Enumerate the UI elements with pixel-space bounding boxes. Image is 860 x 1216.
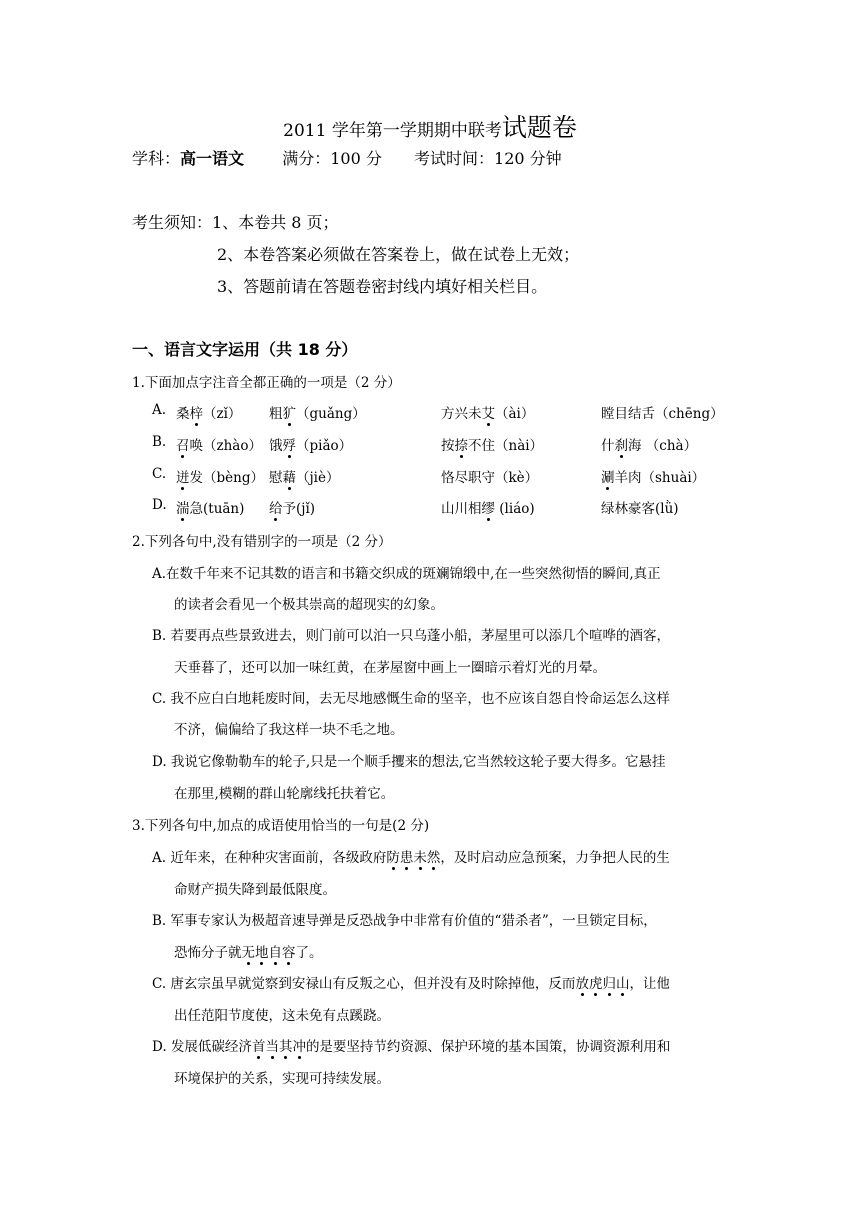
word-text: （zǐ） [203,406,242,422]
dotted-char: 刹 [614,438,628,454]
q1-option-word [269,434,352,454]
dotted-char: 捺 [454,438,468,454]
q1-option-word [176,434,262,454]
word-text: 羊肉（shuài） [614,470,706,486]
exam-title-main: 试题卷 [501,113,577,142]
subject-value: 高一语文 [180,149,245,168]
dotted-char: 湍 [176,501,190,517]
q2-option-d-line1: D. 我说它像勒勒车的轮子,只是一个顺手攫来的想法,它当然较这轮子要大得多。它悬挂 [152,754,666,770]
word-text: 慰 [269,470,283,486]
dotted-char: 然 [426,850,441,866]
dotted-char: 迸 [176,470,190,486]
dotted-char: 地 [255,945,269,961]
notice-item: 2、本卷答案必须做在答案卷上，做在试卷上无效； [217,245,580,264]
q1-option-word [441,466,538,486]
word-text: （piǎo） [296,438,353,454]
q3-option-a-line1 [152,846,670,866]
exam-title-prefix: 2011 学年第一学期期中联考 [283,121,502,141]
q3-a-idiom [386,850,440,866]
word-text: 按 [441,438,455,454]
subject-label: 学科： [132,149,181,168]
dotted-char: 归 [602,976,616,992]
word-text: （guǎng） [296,406,366,422]
word-text: (liáo) [495,501,535,517]
dotted-char: 放 [575,976,589,992]
q3-c-text: C. 唐玄宗虽早就觉察到安禄山有反叛之心，但并没有及时除掉他，反而 [152,976,576,992]
q1-option-word [176,402,241,422]
word-text: （jiè） [296,470,340,486]
word-text: 不住（nài） [468,438,544,454]
question-2-stem: 2.下列各句中,没有错别字的一项是（2 分） [132,534,392,550]
dotted-char: 涮 [601,470,615,486]
dotted-char: 召 [176,438,190,454]
q3-option-c-line1 [152,972,670,992]
dotted-char: 未 [413,850,427,866]
q3-b-idiom [242,945,296,961]
dotted-char: 藉 [282,470,296,486]
word-text: 海 （chà） [628,438,698,454]
word-text: 瞠 [601,406,615,422]
q3-c-text: ，让他 [629,976,670,992]
q1-option-label: A. [152,402,167,418]
dotted-char: 给 [269,501,283,517]
q1-option-word [601,434,697,454]
word-text: 绿林豪客(lǜ) [601,501,679,517]
exam-title [0,108,860,144]
word-text: 饿 [269,438,283,454]
q3-b-text: 了。 [295,945,323,961]
word-text: 恪尽职守（kè） [441,470,539,486]
word-text: 唤（zhào） [189,438,262,454]
q3-d-text: D. 发展低碳经济 [152,1039,252,1055]
q2-option-d-line2: 在那里,模糊的群山轮廓线托扶着它。 [174,786,395,802]
exam-time: 考试时间：120 分钟 [414,149,562,168]
q3-option-d-line1 [152,1035,670,1055]
q2-option-c-line1: C. 我不应白白地耗废时间，去无尽地感慨生命的坚辛，也不应该自怨自怜命运怎么这样 [152,691,670,707]
q1-option-word [601,466,705,486]
q2-option-c-line2: 不济，偏偏给了我这样一块不毛之地。 [174,722,404,738]
word-text: （ài） [495,406,535,422]
q3-option-b-line2 [174,941,323,961]
q1-option-word [176,466,264,486]
dotted-char: 容 [282,945,296,961]
q1-option-word [269,497,315,517]
q1-option-word [269,402,366,422]
q1-option-word [176,497,244,517]
question-3-stem: 3.下列各句中,加点的成语使用恰当的一句是(2 分) [132,818,430,834]
dotted-char: 防 [386,850,400,866]
q3-option-c-line2: 出任范阳节度使，这未免有点蹊跷。 [174,1008,390,1024]
q1-option-word [441,434,543,454]
q3-d-text: 的是要坚持节约资源、保护环境的基本国策，协调资源利用和 [305,1039,671,1055]
section-title: 一、语言文字运用（共 18 分） [132,340,358,359]
dotted-char: 缪 [481,501,495,517]
word-text: 桑 [176,406,190,422]
q3-c-idiom [575,976,629,992]
q3-b-text: 恐怖分子就 [174,945,242,961]
word-text: 什 [601,438,615,454]
q3-a-text: ，及时启动应急预案，力争把人民的生 [440,850,670,866]
notice-line-1 [132,210,339,233]
dotted-char: 殍 [282,438,296,454]
word-text: 粗 [269,406,283,422]
word-text: 急(tuān) [189,501,245,517]
q3-option-a-line2: 命财产损失降到最低限度。 [174,882,336,898]
word-text: 山川相 [441,501,482,517]
word-text: 发（bèng） [189,470,264,486]
q3-option-d-line2: 环境保护的关系，实现可持续发展。 [174,1071,390,1087]
dotted-char: 其 [278,1039,293,1055]
exam-meta [132,146,562,169]
dotted-char: 山 [615,976,630,992]
q1-option-word [601,497,679,517]
q1-option-word [441,497,535,517]
q1-option-label: D. [152,497,167,513]
q1-option-word [269,466,340,486]
word-text: 方兴未 [441,406,482,422]
question-1-stem: 1.下面加点字注音全都正确的一项是（2 分） [132,375,401,391]
full-score: 满分：100 分 [282,149,382,168]
word-text: 予(jǐ) [282,501,316,517]
q2-option-a-line2: 的读者会看见一个极其崇高的超现实的幻象。 [174,597,444,613]
q3-a-text: A. 近年来，在种种灾害面前，各级政府 [152,850,387,866]
notice-label: 考生须知： [132,213,213,232]
dotted-char: 无 [241,945,255,961]
q1-option-label: B. [152,434,167,450]
word-text: 目结舌（chēng） [614,406,724,422]
dotted-char: 艾 [481,406,495,422]
notice-item: 3、答题前请在答题卷密封线内填好相关栏目。 [217,277,548,296]
q2-option-b-line1: B. 若要再点些景致进去，则门前可以泊一只乌蓬小船，茅屋里可以添几个喧哗的酒客， [152,628,671,644]
q1-option-word [601,402,724,422]
q2-option-b-line2: 天垂暮了，还可以加一味红黄，在茅屋窗中画上一圈暗示着灯光的月晕。 [174,660,606,676]
q3-option-b-line1: B. 军事专家认为极超音速导弹是反恐战争中非常有价值的“猎杀者”，一旦锁定目标， [152,913,657,929]
dotted-char: 犷 [282,406,296,422]
q1-option-label: C. [152,466,167,482]
dotted-char: 虎 [588,976,603,992]
q2-option-a-line1: A.在数千年来不记其数的语言和书籍交织成的斑斓锦缎中,在一些突然彻悟的瞬间,真正 [152,566,661,582]
q3-d-idiom [252,1039,306,1055]
dotted-char: 冲 [292,1039,306,1055]
dotted-char: 自 [268,945,282,961]
dotted-char: 首 [251,1039,266,1055]
dotted-char: 患 [399,850,414,866]
notice-item: 1、本卷共 8 页； [212,213,339,232]
dotted-char: 梓 [189,406,203,422]
dotted-char: 当 [265,1039,279,1055]
q1-option-word [441,402,534,422]
